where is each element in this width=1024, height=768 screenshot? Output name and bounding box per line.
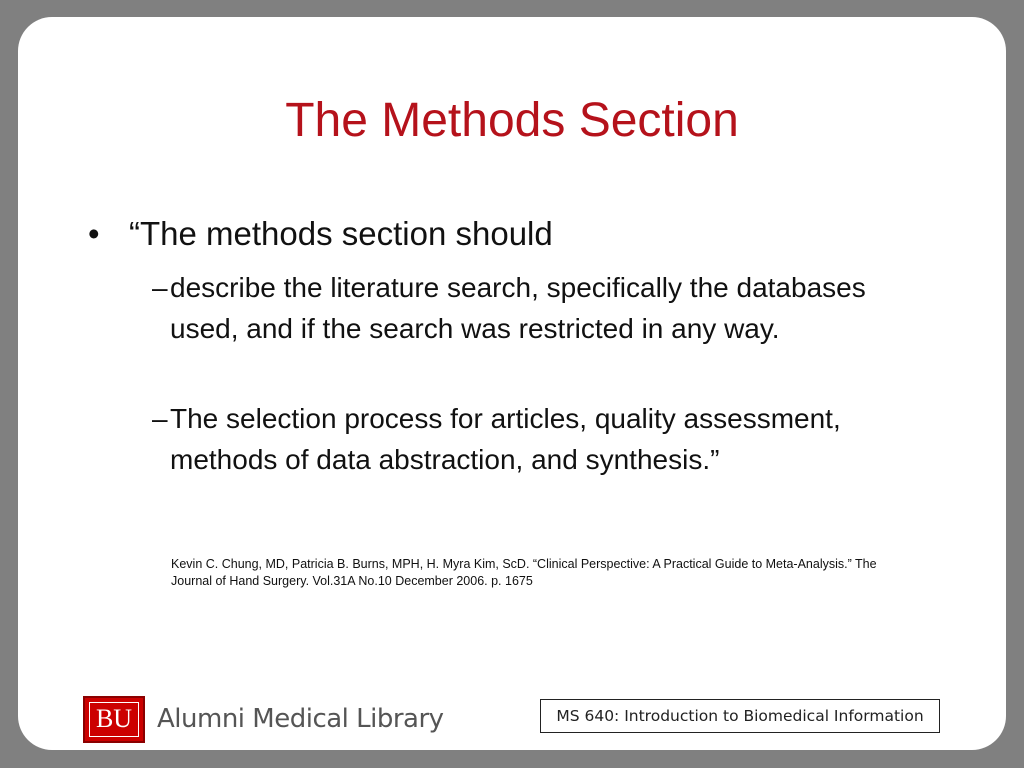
sub-bullet-item [152, 267, 932, 349]
slide-title: The Methods Section [285, 94, 739, 147]
library-name: Alumni Medical Library [157, 704, 444, 734]
bullet-marker: • [88, 215, 100, 252]
sub-bullet-marker: – [152, 272, 168, 303]
slide [18, 17, 1006, 750]
citation: Kevin C. Chung, MD, Patricia B. Burns, MPH, H. Myra Kim, ScD. “Clinical Perspective: A Practical Guide to Meta-Analysis.” The Journal of Hand Surgery. Vol.31A No.10 December 2006. p. 1675 [171, 557, 877, 588]
sub-bullet-text: The selection process for articles, quality assessment, methods of data abstraction, and synthesis.” [170, 403, 841, 475]
bullet-text: “The methods section should [129, 215, 553, 252]
bu-logo-icon [83, 696, 145, 743]
bu-logo-initials: BU [95, 704, 133, 733]
sub-bullet-text: describe the literature search, specifically the databases used, and if the search was restricted in any way. [170, 272, 866, 344]
sub-bullet-item [152, 398, 932, 480]
sub-bullet-marker: – [152, 403, 168, 434]
course-label: MS 640: Introduction to Biomedical Information [540, 699, 940, 733]
bullet-item [86, 213, 946, 255]
library-logo [83, 694, 483, 744]
